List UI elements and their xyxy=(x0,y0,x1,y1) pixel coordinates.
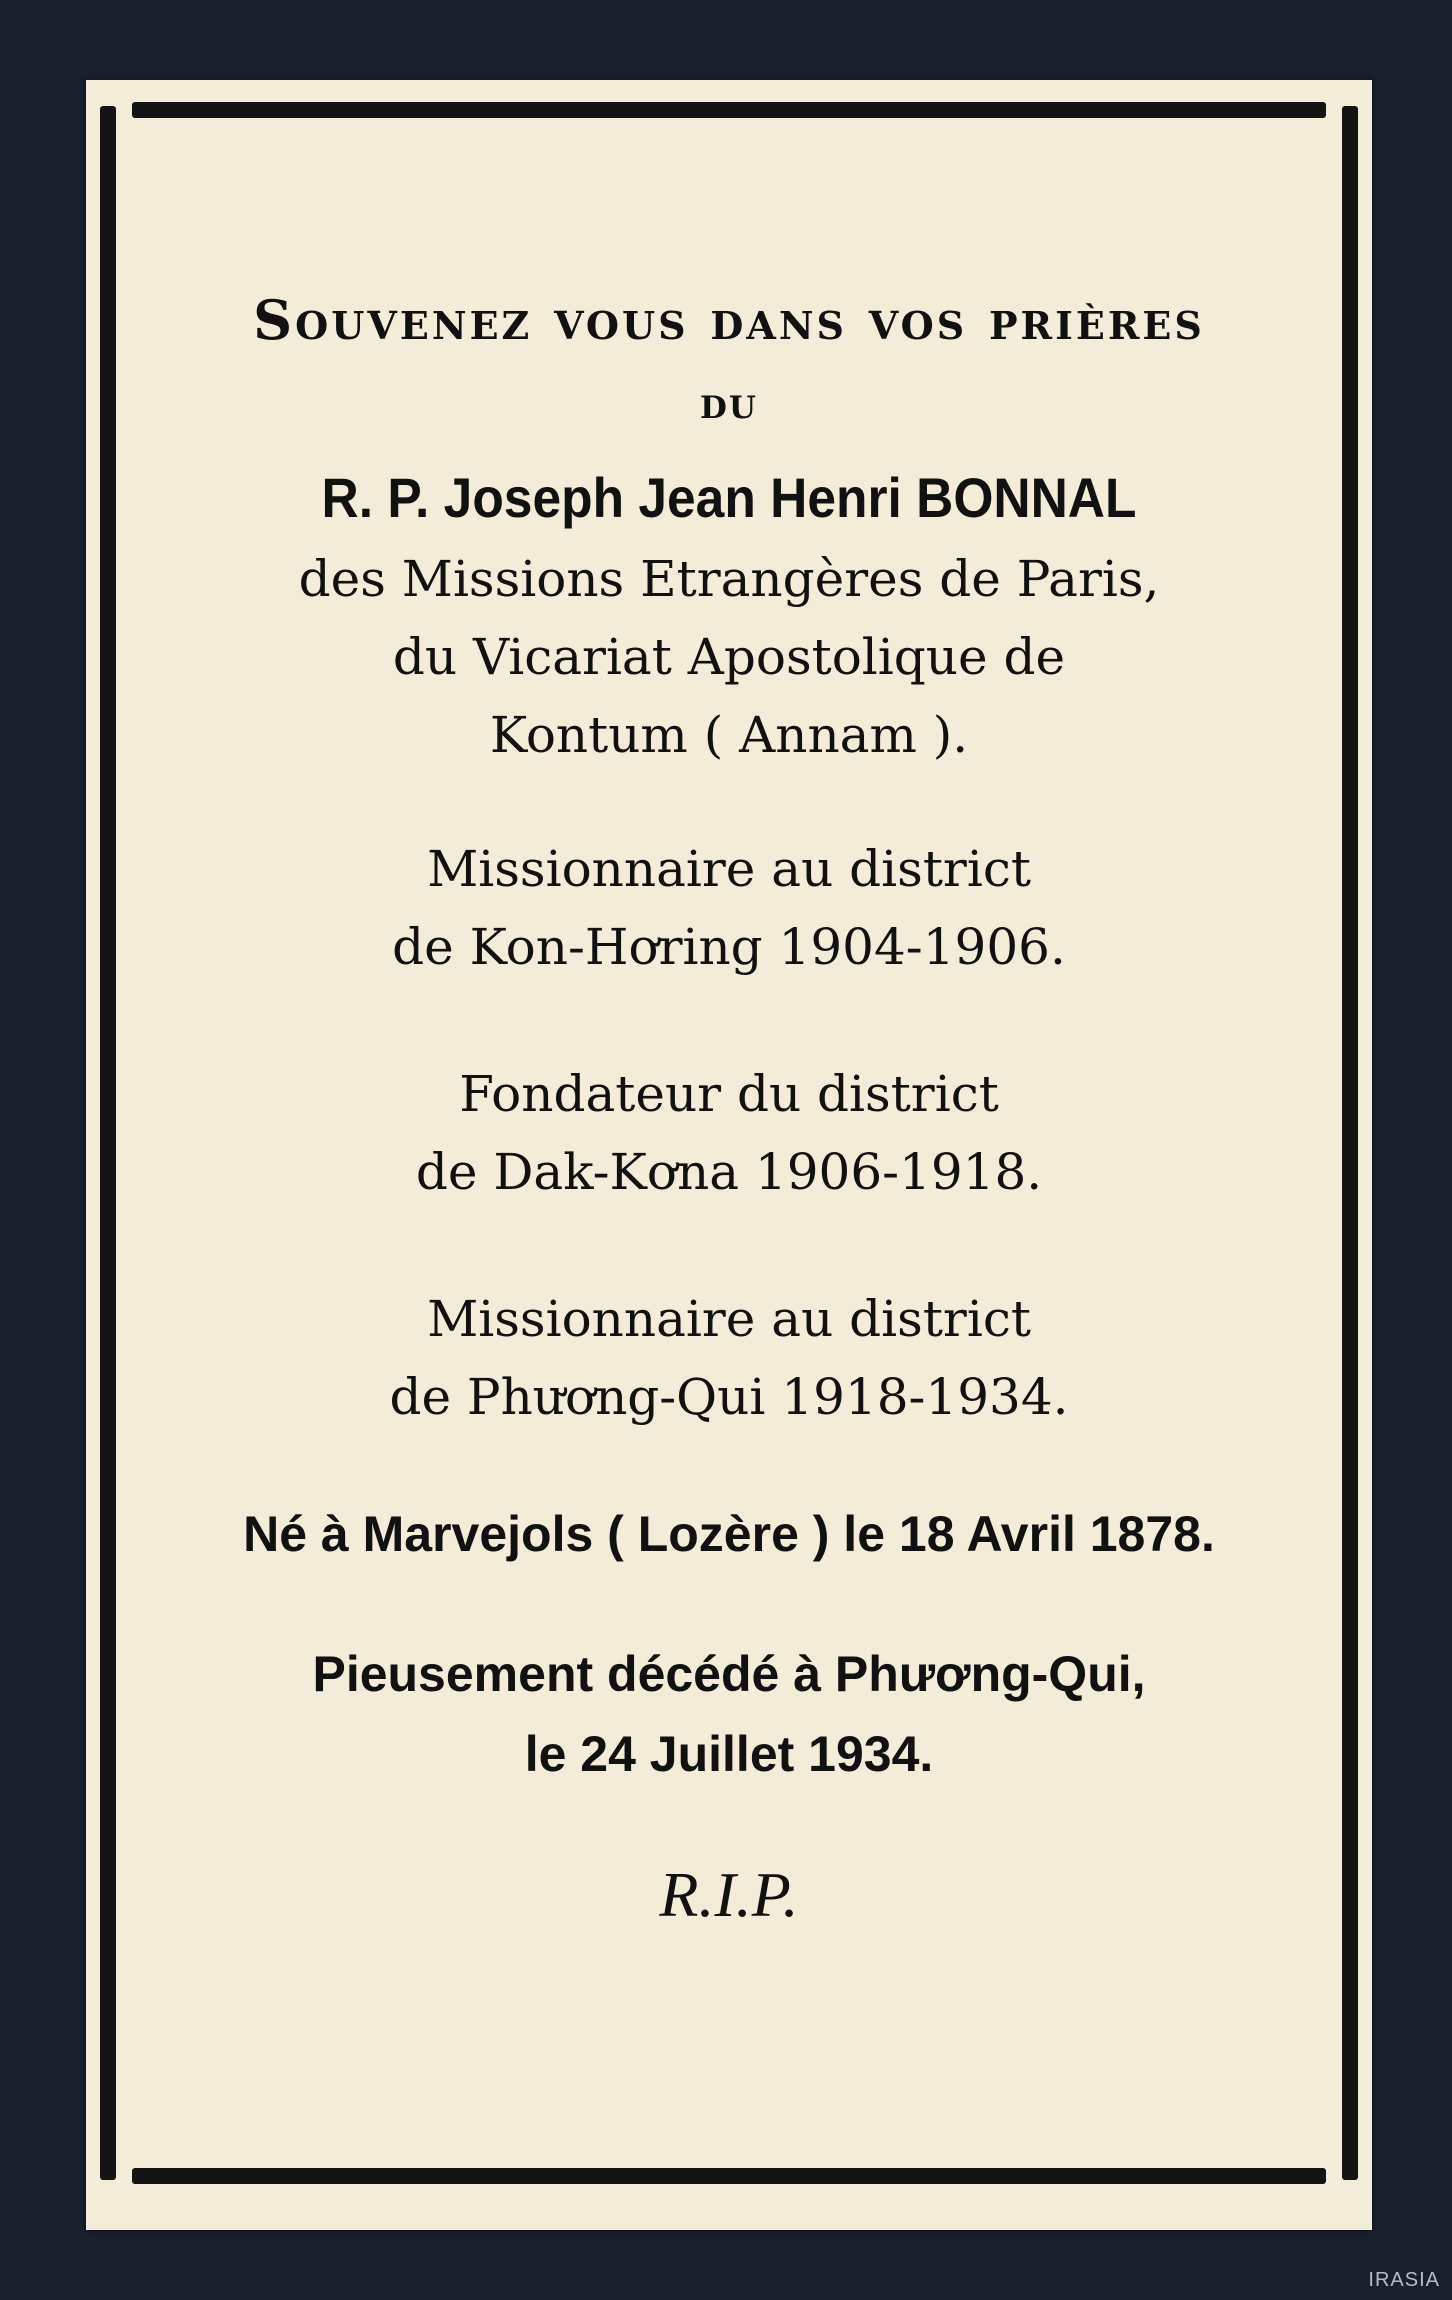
career-1-line-2: de Kon-Hơring 1904-1906. xyxy=(392,918,1066,976)
heading-du: du xyxy=(700,378,758,429)
affiliation-line-1: des Missions Etrangères de Paris, xyxy=(298,550,1160,608)
affiliation-line-2: du Vicariat Apostolique de xyxy=(392,628,1066,686)
death-line-1: Pieusement décédé à Phương-Qui, xyxy=(312,1646,1146,1702)
career-3-line-1: Missionnaire au district xyxy=(427,1290,1031,1348)
career-1-line-1: Missionnaire au district xyxy=(427,840,1031,898)
affiliation-line-3: Kontum ( Annam ). xyxy=(489,706,969,764)
watermark: IRASIA xyxy=(1368,2269,1440,2291)
rip: R.I.P. xyxy=(659,1859,799,1930)
career-2-line-1: Fondateur du district xyxy=(459,1065,999,1123)
career-2-line-2: de Dak-Kơna 1906-1918. xyxy=(415,1143,1043,1201)
death-line-2: le 24 Juillet 1934. xyxy=(524,1726,934,1782)
birth-line: Né à Marvejols ( Lozère ) le 18 Avril 1878. xyxy=(243,1506,1215,1562)
career-3-line-2: de Phương-Qui 1918-1934. xyxy=(389,1368,1069,1426)
border-right xyxy=(1342,106,1358,2180)
card-text xyxy=(146,80,1312,2230)
border-left xyxy=(100,106,116,2180)
heading: Souvenez vous dans vos prières xyxy=(253,288,1205,352)
priest-name: R. P. Joseph Jean Henri BONNAL xyxy=(321,466,1137,529)
memorial-card xyxy=(86,80,1372,2230)
